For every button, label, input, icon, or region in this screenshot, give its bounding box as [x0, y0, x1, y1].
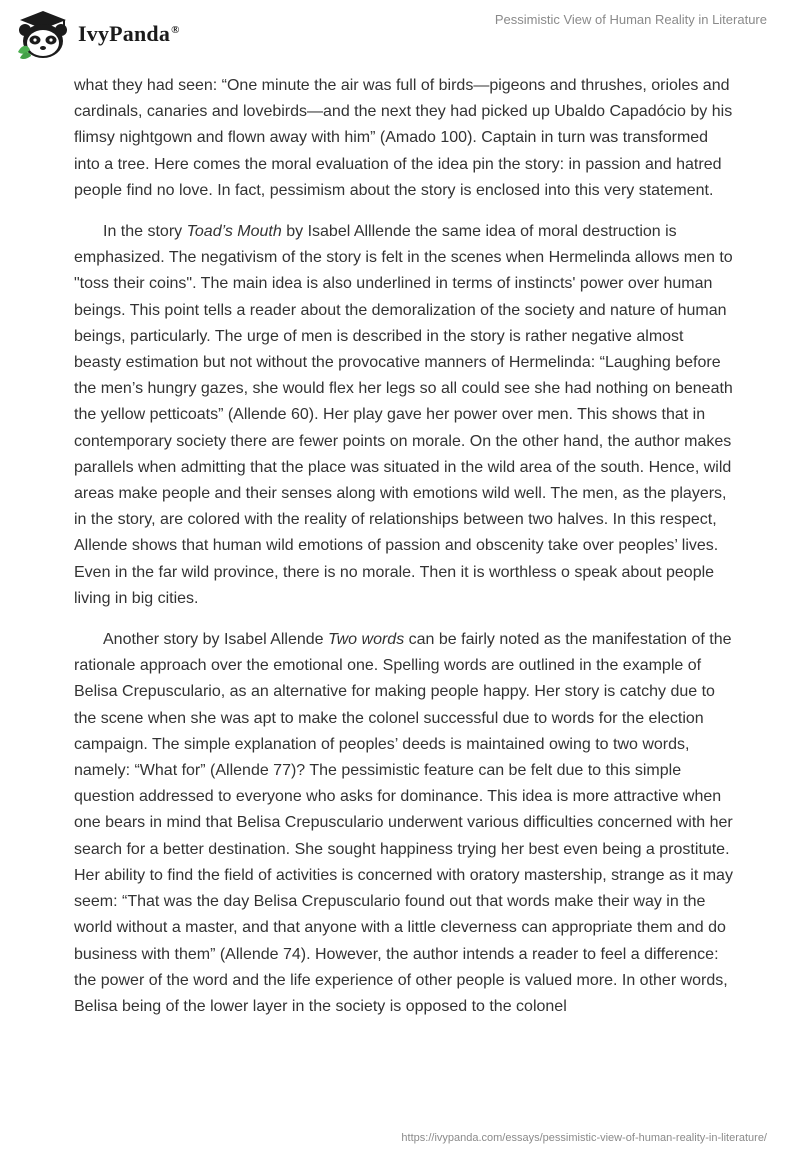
panda-graduation-cap-logo-icon	[14, 8, 72, 60]
essay-body	[74, 73, 734, 1020]
document-title: Pessimistic View of Human Reality in Literature	[494, 12, 767, 27]
paragraph-3	[74, 627, 734, 1020]
brand-name: IvyPanda®	[78, 21, 180, 46]
text-segment: by Isabel Alllende the same idea of moral destruction is emphasized. The negativism of the story is felt in the scenes when Hermelinda allows men to "toss their coins". The main idea is also underlined in terms of instincts' power over human beings. This point tells a reader about the demoralization of the society and nature of human beings, particularly. The urge of men is described in the story is rather negative almost beasty estimation but not without the provocative manners of Hermelinda: “Laughing before the men’s hungry gazes, she would flex her legs so all could see she had nothing on beneath the yellow petticoats” (Allende 60). Her play gave her power over men. This shows that in contemporary society there are fewer points on morale. On the other hand, the author makes parallels when admitting that the place was situated in the wild area of the south. Hence, wild areas make people and their senses along with emotions wild well. The men, as the players, in the story, are colored with the reality of relationships between two halves. In this respect, Allende shows that human wild emotions of passion and obscenity take over peoples’ lives. Even in the far wild province, there is no morale. Then it is worthless o speak about people living in big cities.	[74, 223, 733, 607]
page-header	[0, 0, 800, 70]
story-title-italic: Toad’s Mouth	[186, 223, 282, 241]
registered-mark: ®	[171, 23, 180, 36]
text-segment: can be fairly noted as the manifestation of the rationale approach over the emotional one. Spelling words are outlined in the example of Belisa Crepusculario, as an alternative for making people happy. Her story is catchy due to the scene when she was apt to make the colonel successful due to words for the election campaign. The simple explanation of peoples’ deeds is maintained owing to two words, namely: “What for” (Allende 77)? The pessimistic feature can be felt due to this simple question addressed to everyone who asks for dominance. This idea is more attractive when one bears in mind that Belisa Crepusculario underwent various difficulties concerned with her search for a better destination. She sought happiness trying her best even being a prostitute. Her ability to find the field of activities is concerned with oratory mastership, strange as it may seem: “That was the day Belisa Crepusculario found out that words make their way in the world without a master, and that anyone with a little cleverness can appropriate them and do business with them” (Allende 74). However, the author intends a reader to feel a difference: the power of the word and the life experience of other people is valued more. In other words, Belisa being of the lower layer in the society is opposed to the colonel	[74, 631, 733, 1015]
paragraph-1	[74, 73, 734, 204]
text-segment: In the story	[103, 223, 187, 241]
story-title-italic: Two words	[328, 631, 405, 649]
source-url[interactable]: https://ivypanda.com/essays/pessimistic-view-of-human-reality-in-literature/	[401, 1132, 767, 1144]
text-segment: what they had seen: “One minute the air was full of birds—pigeons and thrushes, orioles and cardinals, canaries and lovebirds—and the next they had picked up Ubaldo Capadócio by his flimsy nightgown and flown away with him” (Amado 100). Captain in turn was transformed into a tree. Here comes the moral evaluation of the idea pin the story: in passion and hatred people find no love. In fact, pessimism about the story is enclosed into this very statement.	[74, 77, 733, 199]
paragraph-2	[74, 219, 734, 612]
text-segment: Another story by Isabel Allende	[103, 631, 329, 649]
brand-logo[interactable]	[14, 6, 180, 62]
